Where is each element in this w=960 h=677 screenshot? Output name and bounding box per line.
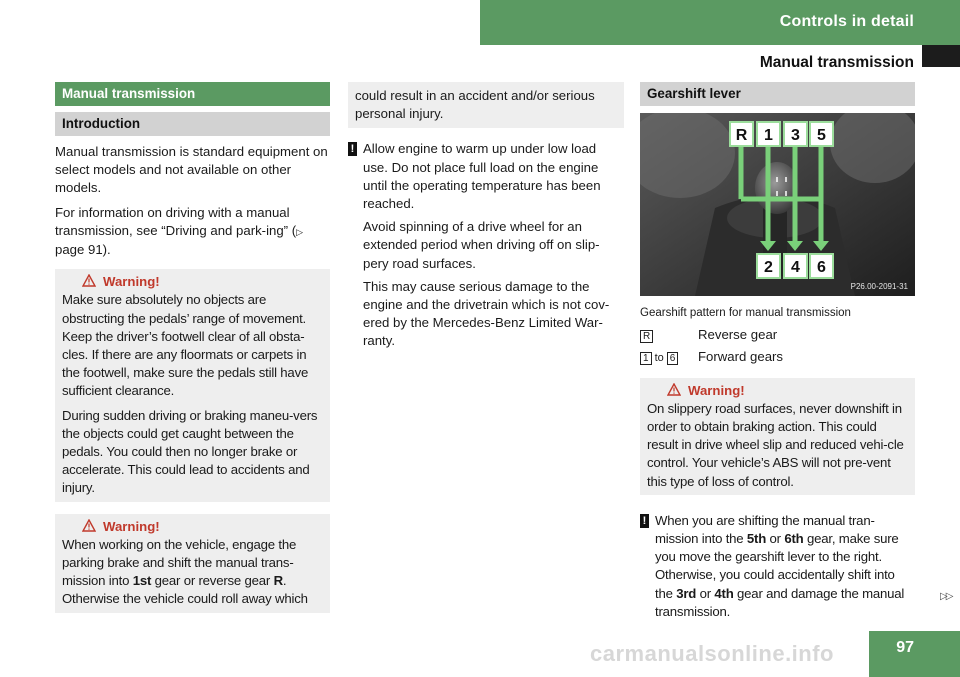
legend-text: Reverse gear bbox=[698, 327, 778, 343]
column-middle bbox=[348, 82, 624, 351]
warning-text: During sudden driving or braking maneu-vers the objects could get caught between the pedals. You could then no longer brake or accelerate. This could lead to accidents and injury. bbox=[62, 407, 318, 496]
warning-box-downshift bbox=[640, 378, 915, 495]
gear-label: 2 bbox=[764, 259, 773, 276]
warning-title: Warning! bbox=[647, 382, 908, 400]
watermark: carmanualsonline.info bbox=[590, 641, 834, 666]
warning-box-pedals bbox=[55, 269, 330, 501]
warning-text: When working on the vehicle, engage the parking brake and shift the manual trans-mission into 1st gear or reverse gear R. Otherwise the vehicle could roll away which bbox=[62, 536, 308, 607]
note-text: Avoid spinning of a drive wheel for an extended period when driving off on slip-pery road surfaces. bbox=[363, 219, 600, 271]
warning-continuation-box bbox=[348, 82, 624, 128]
column-left bbox=[55, 82, 330, 613]
note-text: This may cause serious damage to the engine and the drivetrain which is not cov-ered by the Mercedes-Benz Limited War-ranty. bbox=[363, 278, 610, 349]
warning-text: Make sure absolutely no objects are obstructing the pedals’ range of movement. Keep the driver’s footwell clear of all obsta-cles. If there are any floormats or carpets in the footwell, make sure the pedals still have sufficient clearance. bbox=[62, 292, 309, 399]
gearshift-heading: Gearshift lever bbox=[640, 82, 915, 106]
intro-paragraph: Manual transmission is standard equipment on select models and not available on other models. bbox=[55, 144, 328, 196]
warning-continued-text: could result in an accident and/or serious personal injury. bbox=[355, 88, 595, 122]
warning-box-parking bbox=[55, 514, 330, 613]
gear-label: 6 bbox=[817, 259, 826, 276]
page-number-block bbox=[869, 631, 960, 677]
header-section-bar bbox=[480, 0, 960, 45]
warning-triangle-icon bbox=[82, 273, 96, 291]
page-ref-arrow-icon: ▷ bbox=[296, 226, 304, 237]
note-text: When you are shifting the manual tran-mission into the 5th or 6th gear, make sure you move the gearshift lever to the right. Otherwise, you could accidentally shift into the 3rd or 4th gear and damage the manual transmission. bbox=[655, 512, 905, 619]
note-text: Allow engine to warm up under low load use. Do not place full load on the engine until the operating temperature has been reached. bbox=[363, 141, 601, 212]
notice-icon: ! bbox=[348, 142, 357, 156]
legend-text: Forward gears bbox=[698, 349, 784, 365]
warning-triangle-icon bbox=[82, 518, 96, 536]
subsection-title: Manual transmission bbox=[759, 54, 914, 71]
note-shifting bbox=[640, 512, 915, 621]
warning-triangle-icon bbox=[667, 382, 681, 400]
legend-row-reverse bbox=[640, 326, 915, 344]
gear-label: R bbox=[735, 127, 748, 144]
gear-label: 5 bbox=[817, 127, 826, 144]
header-marker-block bbox=[922, 45, 960, 67]
legend-row-forward: 1 to 6 Forward gears bbox=[640, 348, 915, 367]
reference-paragraph: For information on driving with a manual transmission, see “Driving and park-ing” (▷ page 91). bbox=[55, 204, 304, 258]
key-glyph: 1 bbox=[640, 352, 652, 365]
warning-title: Warning! bbox=[62, 518, 323, 536]
note-engine-warmup bbox=[348, 140, 624, 350]
page-number: 97 bbox=[896, 639, 914, 656]
continue-arrow-icon: ▷▷ bbox=[940, 591, 952, 602]
key-glyph: R bbox=[640, 330, 653, 343]
section-title: Controls in detail bbox=[779, 13, 914, 30]
photo-reference-code: P26.00-2091-31 bbox=[850, 282, 908, 291]
notice-icon: ! bbox=[640, 514, 649, 528]
gear-label: 3 bbox=[791, 127, 800, 144]
photo-caption: Gearshift pattern for manual transmission bbox=[640, 307, 851, 319]
column-right bbox=[640, 82, 915, 621]
key-glyph: 6 bbox=[667, 352, 679, 365]
gearshift-illustration bbox=[640, 113, 915, 296]
gearshift-photo bbox=[640, 113, 915, 296]
gear-label: 4 bbox=[791, 259, 800, 276]
gear-label: 1 bbox=[764, 127, 773, 144]
sub-heading: Introduction bbox=[55, 112, 330, 136]
warning-title: Warning! bbox=[62, 273, 323, 291]
warning-text: On slippery road surfaces, never downshift in order to obtain braking action. This could result in drive wheel slip and reduced vehi-cle control. Your vehicle’s ABS will not pre-vent this type of loss of control. bbox=[647, 400, 904, 489]
main-heading: Manual transmission bbox=[55, 82, 330, 106]
